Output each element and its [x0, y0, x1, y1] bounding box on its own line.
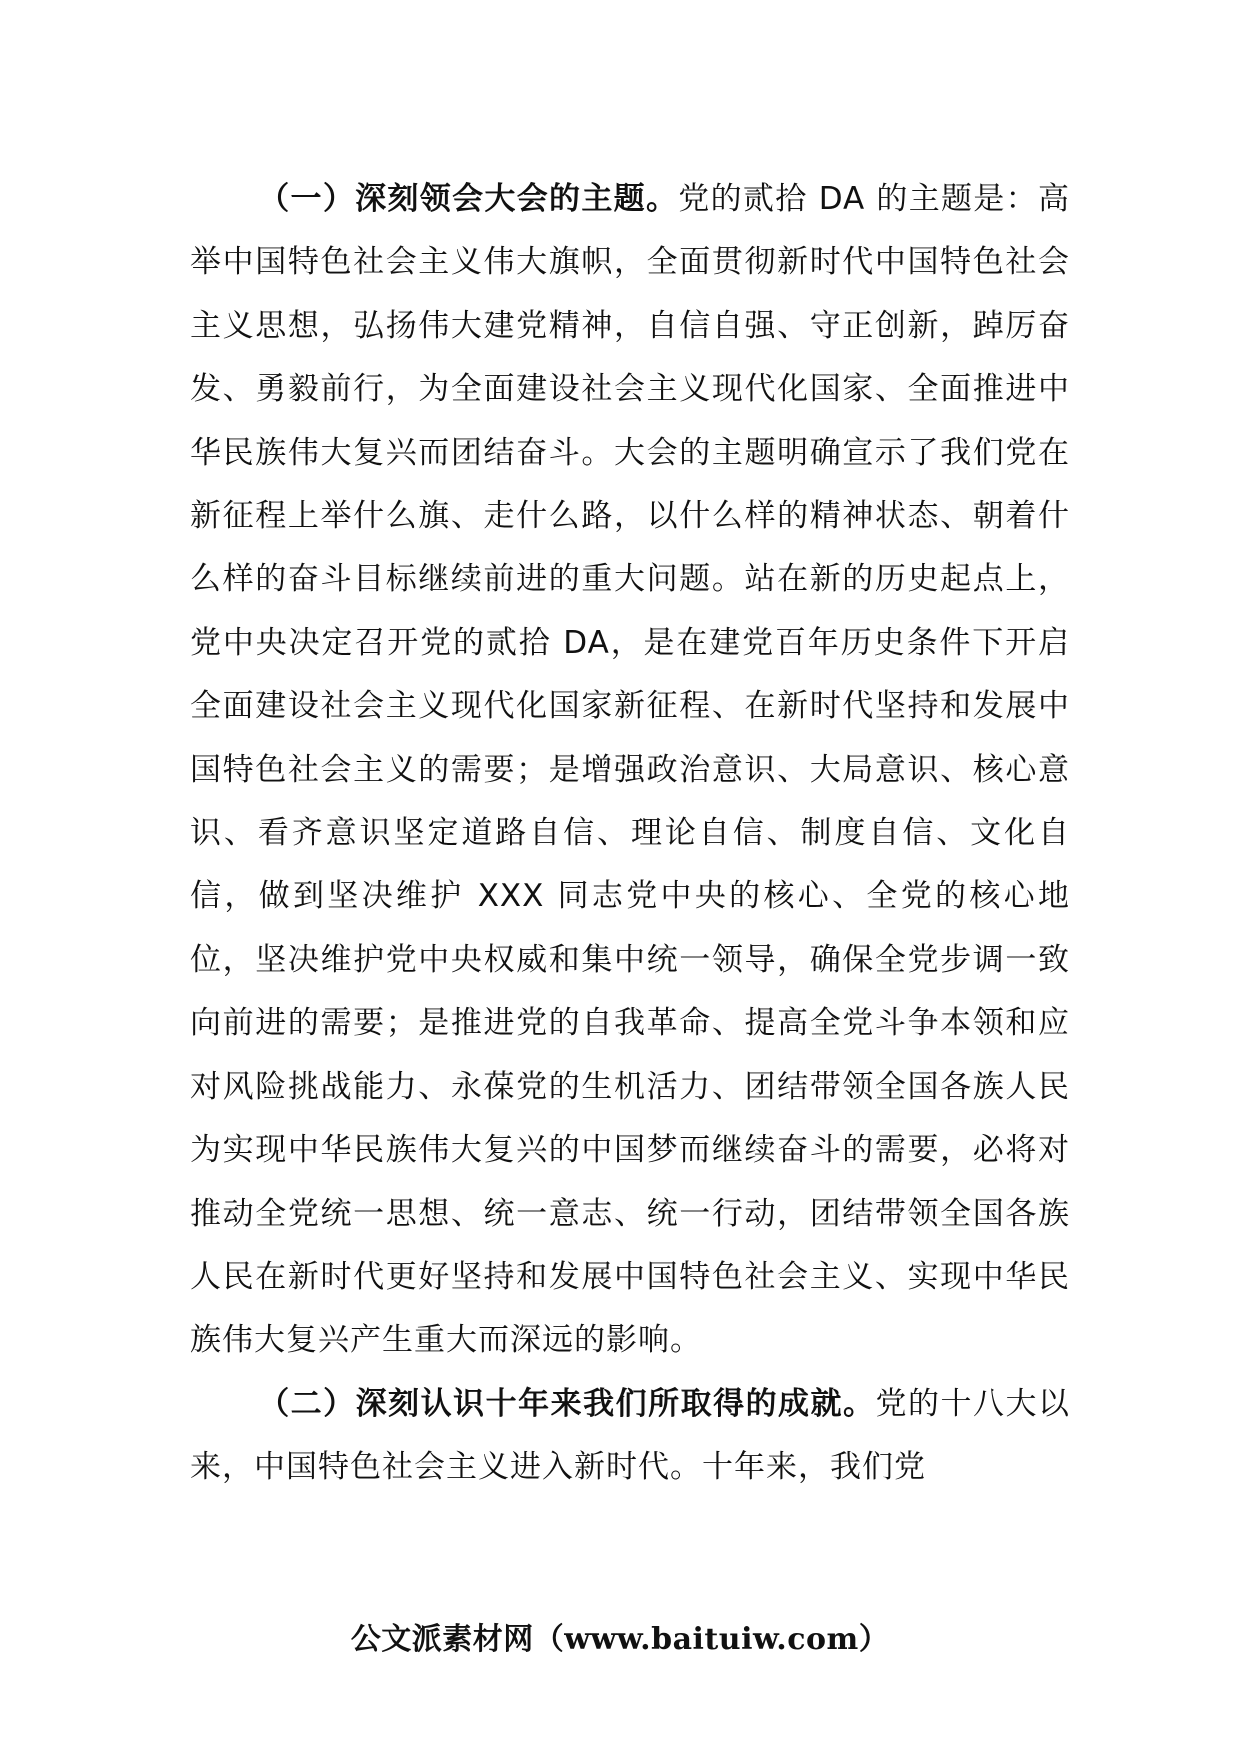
footer-source: 公文派素材网（www.baituiw.com） [350, 1622, 890, 1657]
paragraph-text: 党的十八大以来，中国特色社会主义进入新时代。十年来，我们党 [190, 1385, 1071, 1486]
paragraph-achievements [190, 1373, 1070, 1500]
paragraph-theme [190, 168, 1070, 1373]
paragraph-heading: （二）深刻认识十年来我们所取得的成就。 [258, 1385, 876, 1422]
paragraph-heading: （一）深刻领会大会的主题。 [258, 181, 679, 217]
document-body [190, 168, 1070, 1500]
paragraph-text: 党的贰拾 DA 的主题是：高举中国特色社会主义伟大旗帜，全面贯彻新时代中国特色社会主义思想，弘扬伟大建党精神，自信自强、守正创新，踔厉奋发、勇毅前行，为全面建设社会主义现代化国家、全面推进中华民族伟大复兴而团结奋斗。大会的主题明确宣示了我们党在新征程上举什么旗、走什么路，以什么样的精神状态、朝着什么样的奋斗目标继续前进的重大问题。站在新的历史起点上，党中央决定召开党的贰拾 DA，是在建党百年历史条件下开启全面建设社会主义现代化国家新征程、在新时代坚持和发展中国特色社会主义的需要；是增强政治意识、大局意识、核心意识、看齐意识坚定道路自信、理论自信、制度自信、文化自信，做到坚决维护 XXX 同志党中央的核心、全党的核心地位，坚决维护党中央权威和集中统一领导，确保全党步调一致向前进的需要；是推进党的自我革命、提高全党斗争本领和应对风险挑战能力、永葆党的生机活力、团结带领全国各族人民为实现中华民族伟大复兴的中国梦而继续奋斗的需要，必将对推动全党统一思想、统一意志、统一行动，团结带领全国各族人民在新时代更好坚持和发展中国特色社会主义、实现中华民族伟大复兴产生重大而深远的影响。 [190, 181, 1071, 1359]
